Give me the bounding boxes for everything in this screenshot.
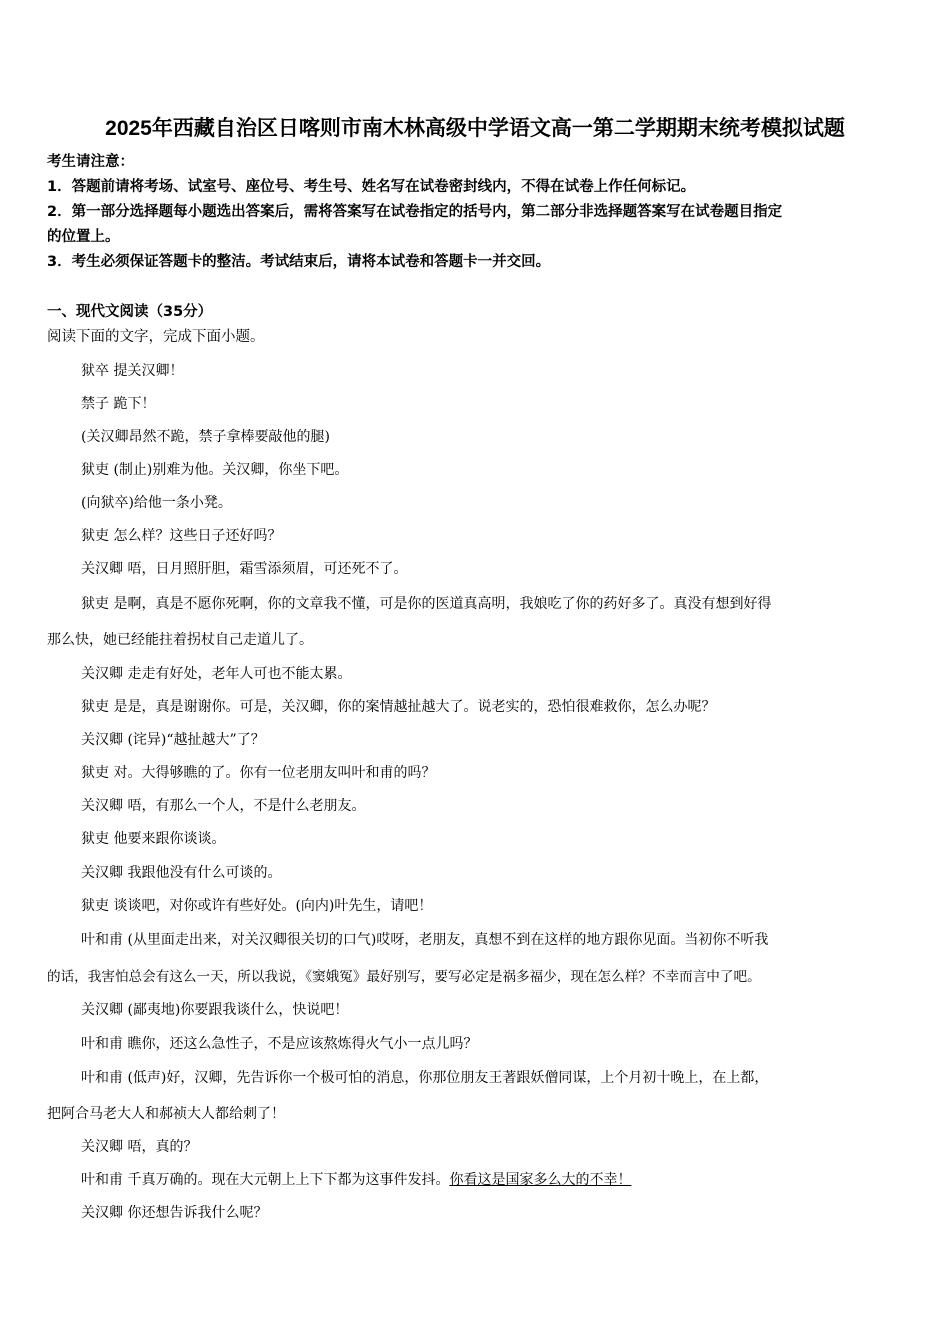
notice-item-2: 2．第一部分选择题每小题选出答案后，需将答案写在试卷指定的括号内，第二部分非选择题答案写在试卷题目指定 (47, 204, 783, 220)
dialogue-text: 叶和甫 千真万确的。现在大元朝上上下下都为这事件发抖。 (81, 1172, 450, 1188)
dialogue-line (81, 1169, 911, 1189)
dialogue-line: 狱吏 他要来跟你谈谈。 (81, 831, 226, 847)
dialogue-line: 狱吏 对。大得够瞧的了。你有一位老朋友叫叶和甫的吗？ (81, 765, 436, 781)
dialogue-line: 关汉卿 (诧异)“越扯越大”了？ (81, 732, 265, 748)
section-intro: 阅读下面的文字，完成下面小题。 (47, 329, 265, 345)
dialogue-line: 关汉卿 你还想告诉我什么呢？ (81, 1205, 268, 1221)
dialogue-line-cont: 把阿合马老大人和郝祯大人都给刺了！ (47, 1106, 285, 1122)
notice-heading: 考生请注意： (47, 154, 134, 170)
dialogue-line: 叶和甫 瞧你，还这么急性子，不是应该熬炼得火气小一点儿吗？ (81, 1036, 478, 1052)
dialogue-line-cont: 的话，我害怕总会有这么一天，所以我说，《窦娥冤》最好别写，要写必定是祸多福少，现在怎么样？不幸而言中了吧。 (47, 969, 761, 985)
dialogue-line: 狱吏 (制止)别难为他。关汉卿，你坐下吧。 (81, 462, 349, 478)
dialogue-line: 狱吏 谈谈吧，对你或许有些好处。(向内)叶先生，请吧！ (81, 898, 433, 914)
notice-item-2-cont: 的位置上。 (47, 229, 120, 245)
dialogue-line: 关汉卿 唔，日月照肝胆，霜雪添须眉，可还死不了。 (81, 561, 408, 577)
exam-title: 2025年西藏自治区日喀则市南木林高级中学语文高一第二学期期末统考模拟试题 (105, 117, 845, 140)
dialogue-line: 禁子 跪下！ (81, 396, 156, 412)
dialogue-line: 关汉卿 走走有好处，老年人可也不能太累。 (81, 666, 352, 682)
dialogue-line: 关汉卿 唔，真的？ (81, 1139, 198, 1155)
dialogue-line: 狱卒 提关汉卿！ (81, 363, 184, 379)
underlined-sentence: 你看这是国家多么大的不幸！ (449, 1172, 632, 1188)
section-heading: 一、现代文阅读（35分） (47, 304, 213, 320)
dialogue-line: 关汉卿 唔，有那么一个人，不是什么老朋友。 (81, 798, 366, 814)
dialogue-line: (关汉卿昂然不跪，禁子拿棒要敲他的腿) (81, 429, 330, 445)
dialogue-line: 狱吏 是啊，真是不愿你死啊，你的文章我不懂，可是你的医道真高明，我娘吃了你的药好多了。真没有想到好得 (81, 596, 772, 612)
dialogue-line: 关汉卿 我跟他没有什么可谈的。 (81, 865, 282, 881)
dialogue-line: 关汉卿 (鄙夷地)你要跟我谈什么，快说吧！ (81, 1002, 349, 1018)
dialogue-line: 叶和甫 (从里面走出来，对关汉卿很关切的口气)哎呀，老朋友，真想不到在这样的地方跟你见面。当初你不听我 (81, 932, 769, 948)
notice-item-1: 1．答题前请将考场、试室号、座位号、考生号、姓名写在试卷密封线内，不得在试卷上作任何标记。 (47, 179, 696, 195)
dialogue-line: 狱吏 怎么样？这些日子还好吗？ (81, 528, 282, 544)
dialogue-line: 叶和甫 (低声)好，汉卿，先告诉你一个极可怕的消息，你那位朋友王著跟妖僧同谋，上个月初十晚上，在上都， (81, 1070, 769, 1086)
dialogue-line: (向狱卒)给他一条小凳。 (81, 495, 232, 511)
notice-item-3: 3．考生必须保证答题卡的整洁。考试结束后，请将本试卷和答题卡一并交回。 (47, 254, 551, 270)
dialogue-line: 狱吏 是是，真是谢谢你。可是，关汉卿，你的案情越扯越大了。说老实的，恐怕很难救你，怎么办呢？ (81, 699, 716, 715)
dialogue-line-cont: 那么快，她已经能拄着拐杖自己走道儿了。 (47, 632, 313, 648)
